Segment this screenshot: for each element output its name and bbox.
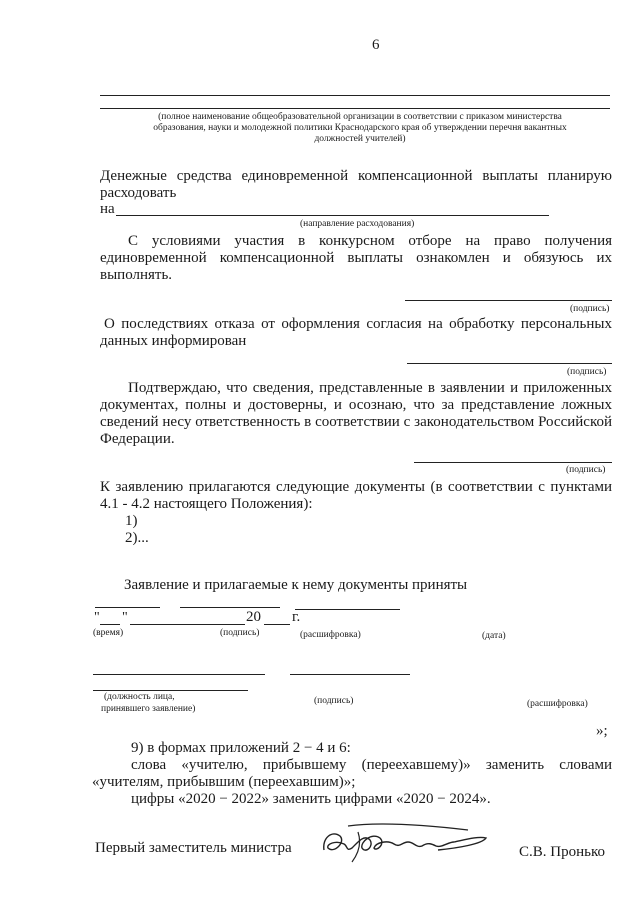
page-number: 6 [372,37,380,53]
official-signature-label: (подпись) [314,696,354,706]
signatory-position: Первый заместитель министра [95,840,292,856]
org-caption-line: должностей учителей) [314,134,406,144]
signature-line [414,462,612,463]
signature-label: (подпись) [566,465,606,475]
signature-label: (подпись) [570,304,610,314]
amend-item-9: 9) в формах приложений 2 − 4 и 6: [131,740,351,756]
signature-line [405,300,612,301]
attachment-item: 1) [125,513,138,529]
accepted-title: Заявление и прилагаемые к нему документы приняты [124,577,468,593]
year-line [264,624,290,625]
confirm-line3: сведений несу ответственность в соответствии с законодательством Российской [100,414,612,430]
position-label: (должность лица, [104,692,175,702]
spend-direction-line [116,215,549,216]
attachments-line1: К заявлению прилагаются следующие документы (в соответствии с пунктами [100,479,612,495]
position-line-2 [93,690,248,691]
year-prefix: 20 [246,609,261,625]
spend-prefix: на [100,201,115,217]
year-suffix: г. [292,609,301,625]
consent-line2: данных информирован [100,333,247,349]
attachments-line2: 4.1 - 4.2 настоящего Положения): [100,496,313,512]
time-top-line [95,607,160,608]
org-caption-line: образования, науки и молодежной политики Краснодарского края об утверждении перечня вакантных [153,123,567,133]
conditions-line2: единовременной компенсационной выплаты ознакомлен и обязуюсь их [100,250,612,266]
org-caption [110,112,610,145]
open-quote: " [94,610,100,625]
attachment-item: 2)... [125,530,149,546]
consent-line1: О последствиях отказа от оформления согласия на обработку персональных [104,316,612,332]
signature-top-line [180,607,280,608]
org-name-line [100,108,610,109]
amend-digits: цифры «2020 − 2022» заменить цифрами «2020 − 2024». [131,791,491,807]
confirm-line1: Подтверждаю, что сведения, представленные в заявлении и приложенных [128,380,612,396]
close-quote: " [122,610,128,625]
spend-text-line1: Денежные средства единовременной компенсационной выплаты планирую [100,168,612,184]
signatory-name: С.В. Пронько [519,844,605,860]
closing-quote: »; [596,723,608,739]
amend-words-line1: слова «учителю, прибывшему (переехавшему)» заменить словами [131,757,612,773]
date-label: (дата) [482,631,506,641]
conditions-line3: выполнять. [100,267,173,283]
spend-caption: (направление расходования) [300,219,415,229]
official-signature-line [290,674,410,675]
handwritten-signature [318,818,490,868]
confirm-line2: документах, полны и достоверны, и осознаю, что за представление ложных [100,397,612,413]
spend-text-line2: расходовать [100,185,177,201]
signature-line [407,363,612,364]
position-line [93,674,265,675]
confirm-line4: Федерации. [100,431,175,447]
signature-label: (подпись) [567,367,607,377]
position-label: принявшего заявление) [101,704,196,714]
decoding-line [295,609,400,610]
org-name-line [100,95,610,96]
official-decoding-label: (расшифровка) [527,699,588,709]
signature-label: (подпись) [220,628,260,638]
decoding-label: (расшифровка) [300,630,361,640]
day-line [100,624,120,625]
month-line [130,624,245,625]
amend-words-line2: «учителям, прибывшим (переехавшим)»; [92,774,356,790]
time-label: (время) [93,628,124,638]
conditions-line1: С условиями участия в конкурсном отборе на право получения [128,233,612,249]
org-caption-line: (полное наименование общеобразовательной организации в соответствии с приказом министерства [158,112,562,122]
